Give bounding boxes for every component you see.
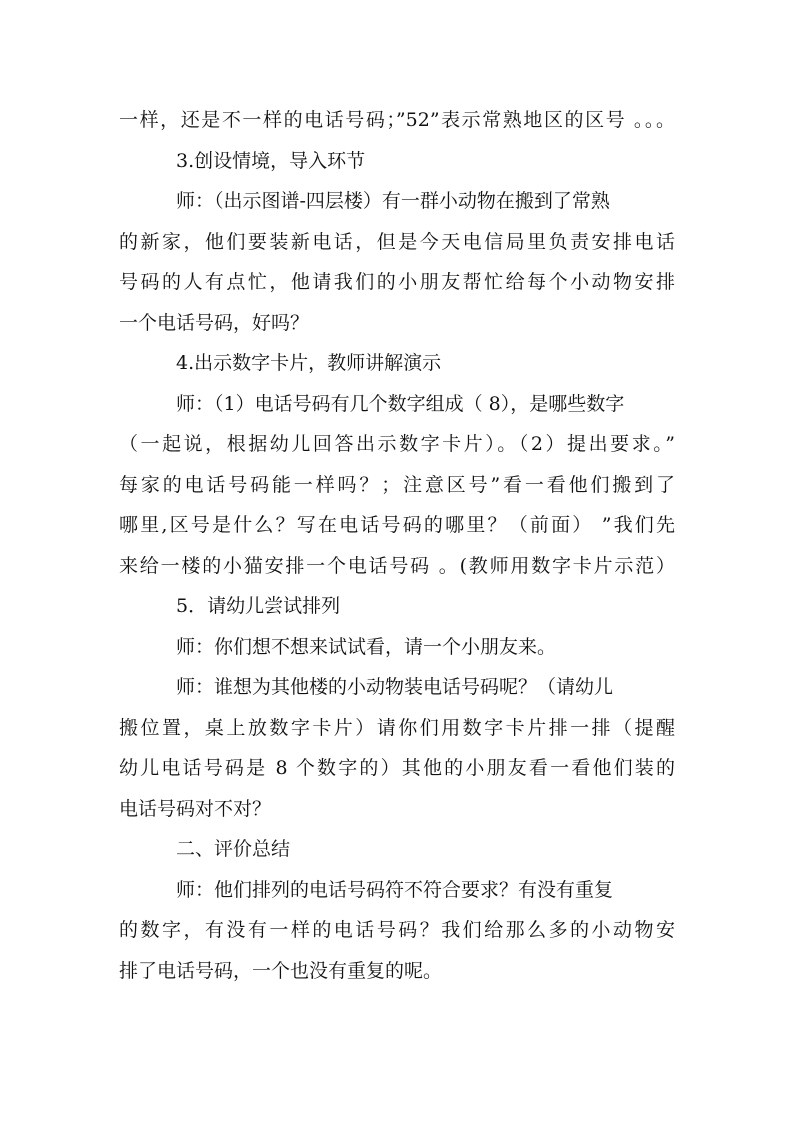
text-line: 每家的电话号码能一样吗？；注意区号”看一看他们搬到了: [119, 473, 675, 496]
text-line: 排了电话号码，一个也没有重复的呢。: [119, 959, 443, 982]
text-line: 师：他们排列的电话号码符不符合要求？有没有重复: [176, 878, 614, 901]
text-line: 幼儿电话号码是 8 个数字的）其他的小朋友看一看他们装的: [119, 757, 675, 779]
text-line: 搬位置，桌上放数字卡片）请你们用数字卡片排一排（提醒: [119, 716, 675, 739]
step-heading-4: 4.出示数字卡片，教师讲解演示: [176, 352, 442, 374]
text-line: 的数字，有没有一样的电话号码？我们给那么多的小动物安: [119, 919, 675, 941]
text-line: 的新家，他们要装新电话，但是今天电信局里负责安排电话: [119, 230, 675, 253]
text-line: 师：（出示图谱-四层楼）有一群小动物在搬到了常熟: [176, 190, 610, 212]
step-heading-3: 3.创设情境，导入环节: [176, 149, 366, 172]
section-heading: 二、评价总结: [176, 838, 291, 860]
text-line: 号码的人有点忙，他请我们的小朋友帮忙给每个小动物安排: [119, 271, 675, 293]
text-line: 哪里,区号是什么？写在电话号码的哪里？（前面） ”我们先: [119, 514, 675, 536]
text-line: 一样，还是不一样的电话号码；”52”表示常熟地区的区号 。。。: [119, 109, 675, 131]
text-line: 师：你们想不想来试试看，请一个小朋友来。: [176, 635, 557, 658]
text-line: 师：（1）电话号码有几个数字组成（ 8），是哪些数字: [176, 392, 625, 415]
text-line: （一起说，根据幼儿回答出示数字卡片）。（2）提出要求。”: [119, 433, 675, 455]
text-line: 一个电话号码，好吗？: [119, 311, 310, 334]
text-line: 电话号码对不对？: [119, 797, 272, 820]
text-line: 来给一楼的小猫安排一个电话号码 。(教师用数字卡片示范）: [119, 554, 675, 577]
step-heading-5: 5．请幼儿尝试排列: [176, 595, 341, 617]
document-body: [119, 100, 675, 991]
text-line: 师：谁想为其他楼的小动物装电话号码呢？（请幼儿: [176, 676, 614, 698]
